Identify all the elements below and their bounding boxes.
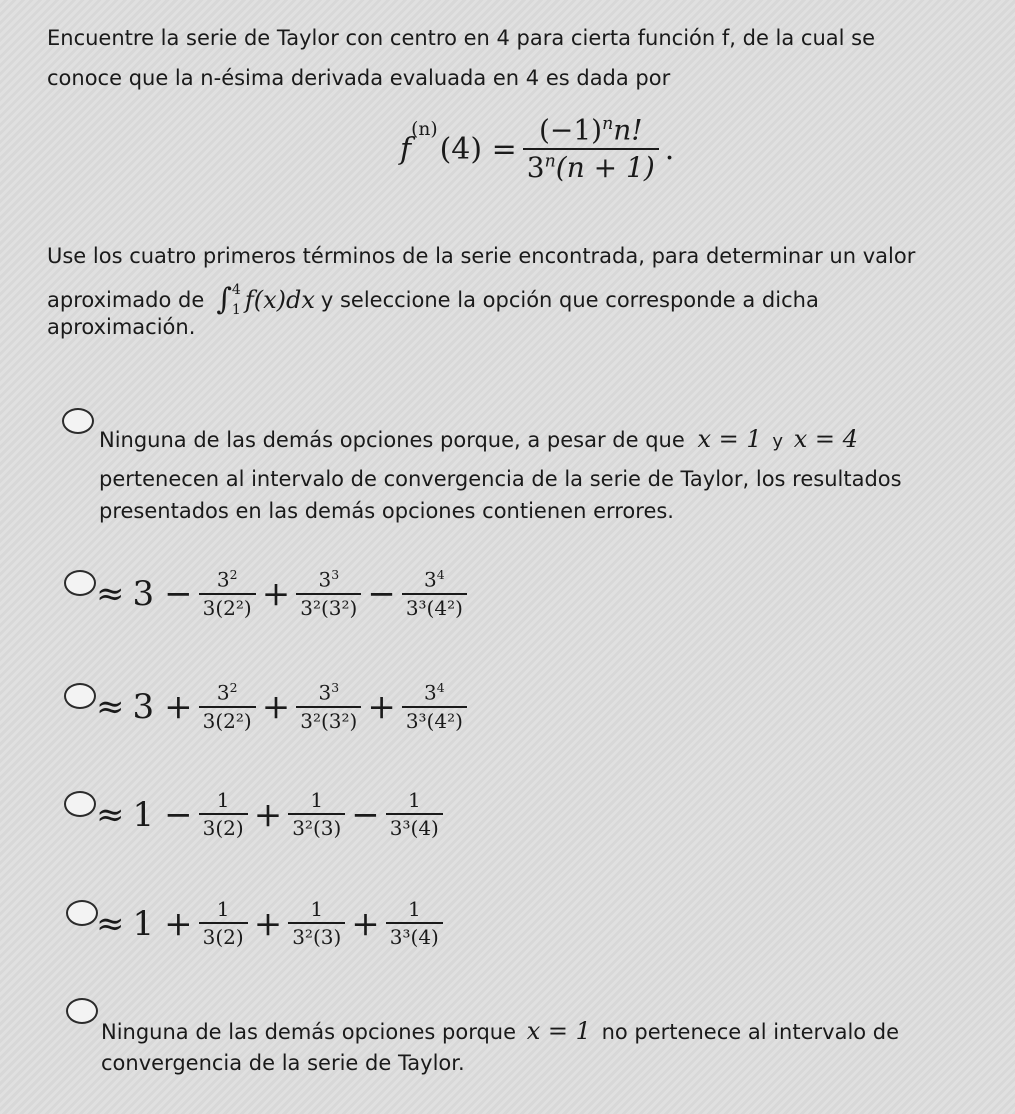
option-3-num-2-base: 3 [216, 680, 230, 705]
option-4-num-3: 1 [310, 788, 324, 812]
option-1-x1: x = 1 [697, 425, 762, 453]
option-4-op-3: − [351, 794, 380, 835]
option-5-num-3: 1 [310, 897, 324, 921]
option-2-radio[interactable] [64, 570, 96, 596]
option-5-op-3: + [351, 903, 380, 944]
option-2-num-3-exp: 3 [331, 567, 340, 582]
option-1-x2: x = 4 [793, 425, 858, 453]
question-line-5: aproximación. [47, 315, 196, 339]
integral-upper: 4 [231, 282, 241, 298]
formula-den-base: 3 [526, 151, 545, 185]
option-2-first-term: 3 [132, 573, 155, 614]
option-2-term-4 [402, 568, 467, 620]
formula-num-exp: n [602, 114, 614, 134]
option-5-num-2: 1 [216, 897, 230, 921]
option-2-expression [96, 568, 473, 620]
option-5-op-1: + [164, 903, 193, 944]
option-1-y: y [772, 431, 783, 452]
option-3-term-4 [402, 681, 467, 733]
option-1-line-3: presentados en las demás opciones contienen errores. [99, 499, 674, 523]
option-2-op-3: − [367, 573, 396, 614]
option-4-num-2: 1 [216, 788, 230, 812]
formula-period: . [664, 132, 675, 168]
option-2-num-3-base: 3 [318, 567, 332, 592]
option-5-term-3 [288, 898, 345, 949]
formula-arg: (4) = [439, 132, 517, 168]
option-2-den-4: 3³(4²) [402, 593, 467, 620]
option-2-num-2-base: 3 [216, 567, 230, 592]
integrand: f(x)dx [244, 286, 315, 314]
option-5-den-2: 3(2) [199, 922, 248, 949]
option-2-approx: ≈ [96, 573, 125, 614]
option-6-radio[interactable] [66, 998, 98, 1024]
option-6-line-2: convergencia de la serie de Taylor. [101, 1051, 465, 1075]
option-5-op-2: + [253, 903, 283, 944]
question-line-4-post: y seleccione la opción que corresponde a dicha [320, 288, 819, 312]
option-4-first-term: 1 [132, 794, 155, 835]
derivative-formula [400, 115, 674, 184]
option-3-radio[interactable] [64, 683, 96, 709]
option-3-num-3-exp: 3 [331, 680, 340, 695]
formula-order: (n) [411, 119, 438, 140]
integral-expression [216, 280, 315, 320]
option-3-den-4: 3³(4²) [402, 706, 467, 733]
option-4-den-3: 3²(3) [288, 813, 345, 840]
integral-sign: ∫ [216, 282, 232, 317]
option-3-num-4-exp: 4 [436, 680, 445, 695]
option-5-den-3: 3²(3) [288, 922, 345, 949]
option-3-expression [96, 681, 473, 733]
option-3-num-3-base: 3 [318, 680, 332, 705]
option-5-radio[interactable] [66, 900, 98, 926]
option-2-op-2: + [261, 573, 291, 614]
option-2-den-2: 3(2²) [199, 593, 256, 620]
option-4-den-2: 3(2) [199, 813, 248, 840]
option-3-first-term: 3 [132, 686, 155, 727]
option-3-term-3 [296, 681, 361, 733]
option-3-den-2: 3(2²) [199, 706, 256, 733]
option-2-op-1: − [164, 573, 193, 614]
option-6-x1: x = 1 [526, 1017, 591, 1045]
formula-num-rest: n! [613, 113, 643, 147]
question-line-3: Use los cuatro primeros términos de la serie encontrada, para determinar un valor [47, 244, 916, 268]
option-4-radio[interactable] [64, 791, 96, 817]
option-2-num-4-base: 3 [424, 567, 437, 592]
option-4-term-3 [288, 789, 345, 840]
option-5-expression [96, 898, 449, 949]
option-4-term-4 [386, 789, 443, 840]
option-2-term-2 [199, 568, 256, 620]
option-5-term-4 [386, 898, 443, 949]
option-5-den-4: 3³(4) [386, 922, 443, 949]
option-6-text-pre: Ninguna de las demás opciones porque [101, 1020, 517, 1044]
option-4-num-4: 1 [407, 788, 421, 812]
integral-lower: 1 [231, 302, 241, 318]
question-line-4-pre: aproximado de [47, 288, 205, 312]
question-line-1: Encuentre la serie de Taylor con centro en 4 para cierta función f, de la cual se [47, 26, 876, 50]
option-3-num-4-base: 3 [424, 680, 437, 705]
option-2-num-2-exp: 2 [229, 567, 238, 582]
question-line-2: conoce que la n-ésima derivada evaluada en 4 es dada por [47, 66, 671, 90]
option-3-num-2-exp: 2 [229, 680, 238, 695]
option-1-line-2: pertenecen al intervalo de convergencia de la serie de Taylor, los resultados [99, 467, 902, 491]
option-5-term-2 [199, 898, 248, 949]
option-4-approx: ≈ [96, 794, 125, 835]
option-4-op-2: + [253, 794, 283, 835]
option-6-line-1 [101, 1014, 899, 1050]
option-4-term-2 [199, 789, 248, 840]
option-2-den-3: 3²(3²) [296, 593, 361, 620]
formula-num: (−1) [538, 113, 603, 147]
option-5-approx: ≈ [96, 903, 125, 944]
option-3-op-3: + [367, 686, 396, 727]
option-3-term-2 [199, 681, 256, 733]
option-1-text-pre: Ninguna de las demás opciones porque, a pesar de que [99, 428, 685, 452]
formula-den-rest: (n + 1) [555, 151, 655, 185]
option-3-op-1: + [164, 686, 193, 727]
option-4-expression [96, 789, 449, 840]
option-3-approx: ≈ [96, 686, 125, 727]
option-3-op-2: + [261, 686, 291, 727]
option-1-radio[interactable] [62, 408, 94, 434]
option-5-num-4: 1 [407, 897, 421, 921]
option-2-num-4-exp: 4 [436, 567, 445, 582]
formula-fraction [523, 115, 659, 184]
option-4-den-4: 3³(4) [386, 813, 443, 840]
option-5-first-term: 1 [132, 903, 155, 944]
formula-f: f [400, 132, 412, 168]
option-3-den-3: 3²(3²) [296, 706, 361, 733]
formula-den-exp: n [544, 151, 556, 172]
option-6-text-post: no pertenece al intervalo de [601, 1020, 900, 1044]
option-2-term-3 [296, 568, 361, 620]
option-1-line-1 [99, 422, 858, 459]
option-4-op-1: − [164, 794, 193, 835]
